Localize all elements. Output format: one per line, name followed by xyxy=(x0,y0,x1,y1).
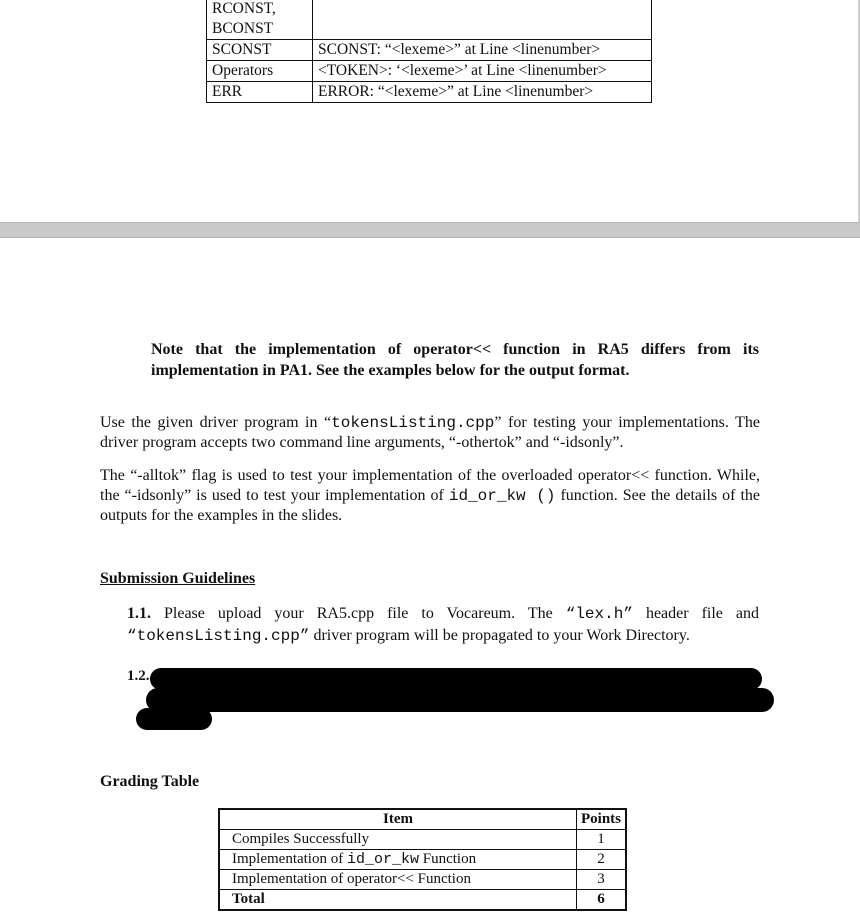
grading-table xyxy=(218,808,627,911)
token-cell: ERR xyxy=(207,82,313,103)
table-row xyxy=(207,82,652,103)
text: Implementation of xyxy=(232,851,347,867)
page-separator xyxy=(0,222,860,238)
table-row xyxy=(207,40,652,61)
text: Use the given driver program in “ xyxy=(100,414,332,431)
points-cell: 3 xyxy=(577,870,627,890)
text: function. See the details of the outputs for the examples in the slides. xyxy=(100,487,760,524)
code-header: “lex.h” xyxy=(565,605,633,623)
token-cell: Operators xyxy=(207,61,313,82)
flags-paragraph xyxy=(100,466,760,526)
text: driver program will be propagated to your Work Directory. xyxy=(309,627,690,644)
token-cell: RCONST, BCONST xyxy=(207,0,313,40)
submission-item-1-2: 1.2. xyxy=(127,668,150,684)
item-cell xyxy=(219,850,577,870)
text: Implementation of operator<< Function xyxy=(232,871,471,887)
table-row xyxy=(207,61,652,82)
text: Please upload your RA5.cpp file to Vocareum. The xyxy=(151,605,566,622)
table-row xyxy=(219,870,626,890)
grading-heading: Grading Table xyxy=(100,773,200,790)
format-cell: ERROR: “<lexeme>” at Line <linenumber> xyxy=(313,82,652,103)
table-row xyxy=(207,0,652,40)
token-cell: SCONST xyxy=(207,40,313,61)
points-cell: 1 xyxy=(577,830,627,850)
table-row xyxy=(219,850,626,870)
points-cell: 2 xyxy=(577,850,627,870)
text: Compiles Successfully xyxy=(232,831,370,847)
note-paragraph: Note that the implementation of operator<< function in RA5 differs from its implementation in PA1. See the examples below for the output format. xyxy=(151,341,759,379)
text: ” for testing your implementations. The driver program accepts two command line arguments, “-othertok” and “-idsonly”. xyxy=(100,414,760,451)
code-filename: “tokensListing.cpp” xyxy=(127,627,310,645)
format-cell: SCONST: “<lexeme>” at Line <linenumber> xyxy=(313,40,652,61)
text: The “-alltok” flag is used to test your implementation of the overloaded operator<< function. While, the “-idsonly” is used to test your implementation of xyxy=(100,467,760,504)
item-cell xyxy=(219,870,577,890)
column-header-points: Points xyxy=(577,809,627,830)
item-cell xyxy=(219,830,577,850)
driver-paragraph xyxy=(100,413,760,453)
column-header-item: Item xyxy=(219,809,577,830)
total-row xyxy=(219,890,626,911)
code-filename: tokensListing.cpp xyxy=(331,414,495,432)
submission-heading: Submission Guidelines xyxy=(100,570,256,587)
page-1-bottom xyxy=(0,0,860,222)
total-label: Total xyxy=(219,890,577,911)
text: Function xyxy=(418,851,477,867)
code-function: id_or_kw () xyxy=(448,487,556,505)
table-row xyxy=(219,830,626,850)
token-format-table xyxy=(206,0,652,103)
code-function: id_or_kw xyxy=(346,851,419,868)
submission-item-1-1 xyxy=(127,603,759,647)
total-points: 6 xyxy=(577,890,627,911)
text: header file and xyxy=(632,605,759,622)
format-cell xyxy=(313,0,652,40)
format-cell: <TOKEN>: ‘<lexeme>’ at Line <linenumber> xyxy=(313,61,652,82)
table-header-row xyxy=(219,809,626,830)
item-number: 1.1. xyxy=(127,605,151,622)
